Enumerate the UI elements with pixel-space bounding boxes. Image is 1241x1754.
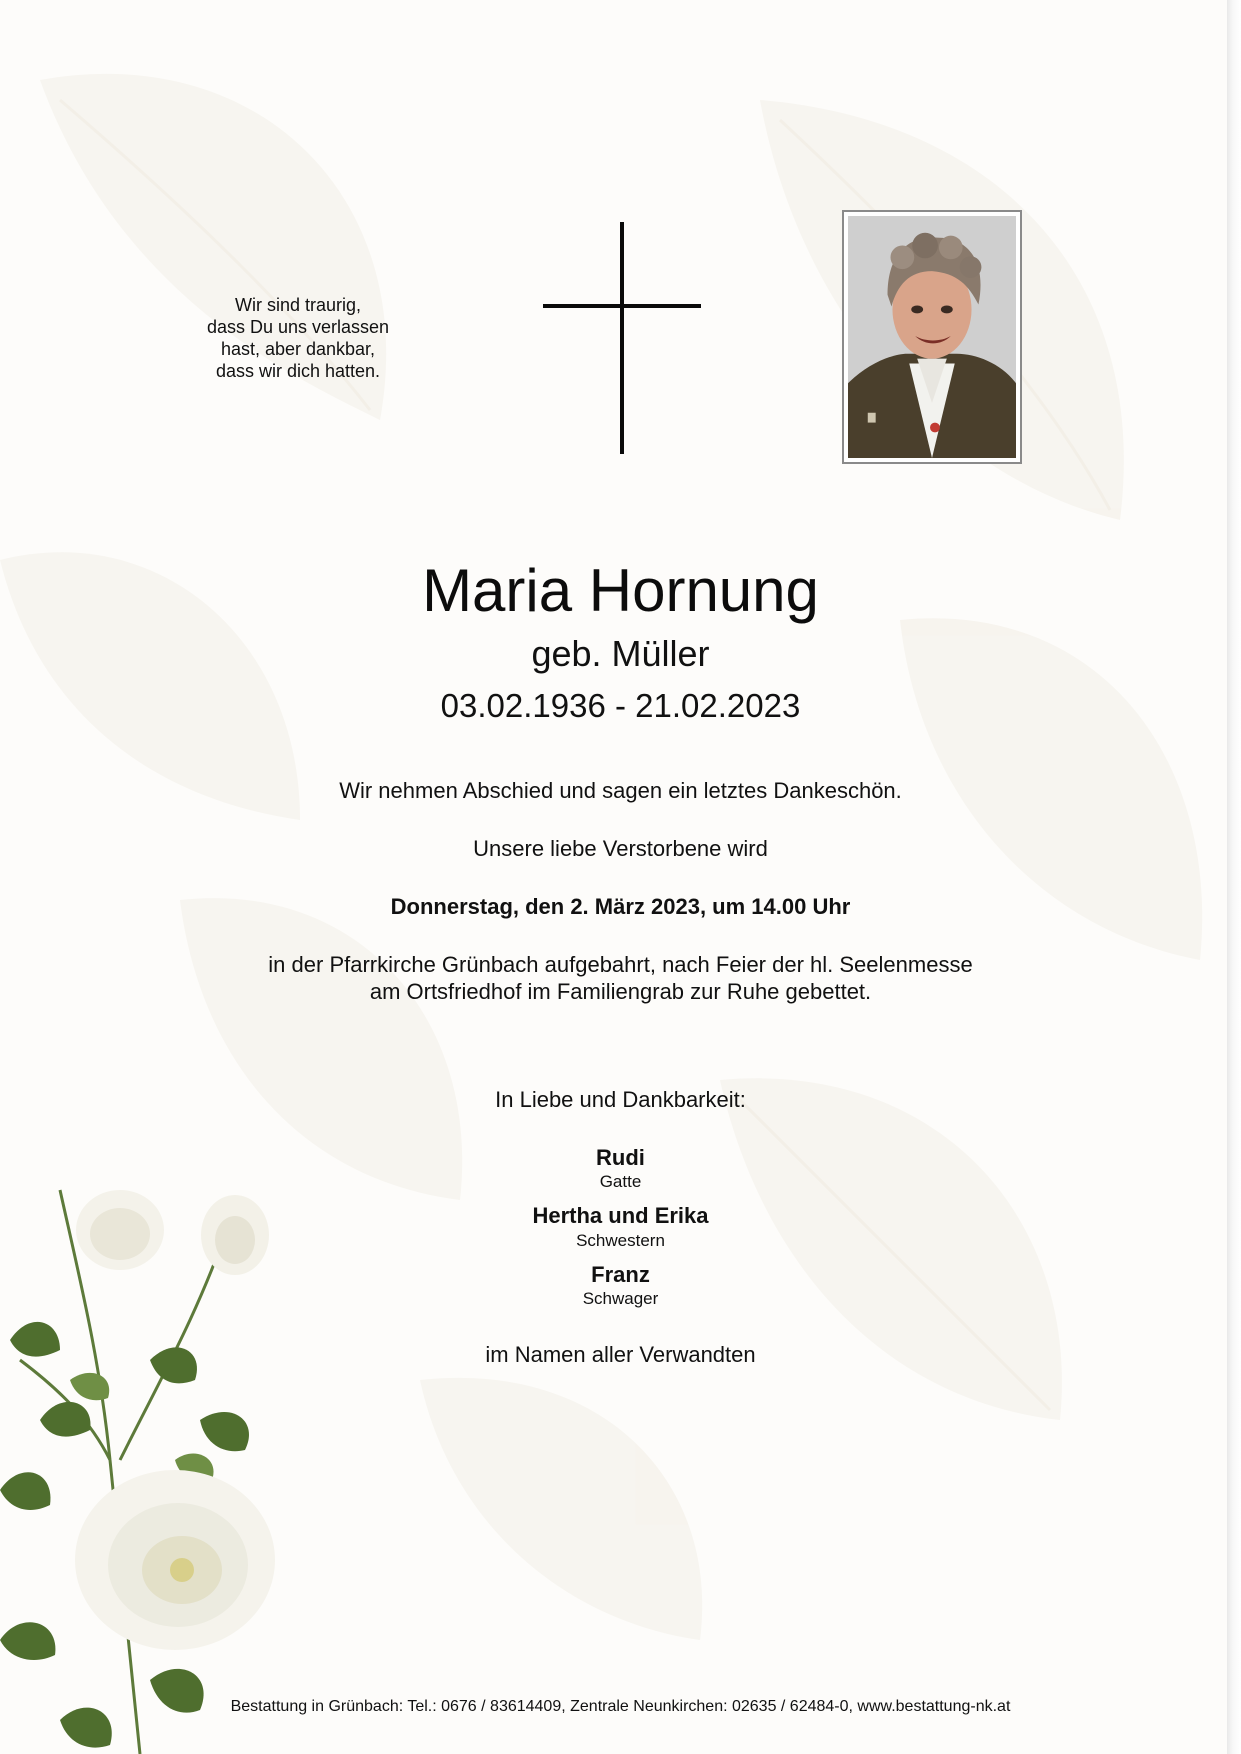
mourner-name: Rudi [596, 1145, 645, 1170]
quote-line: hast, aber dankbar, [220, 339, 376, 359]
farewell-text: Wir nehmen Abschied und sagen ein letztes Dankeschön. [339, 778, 902, 803]
cross-icon [540, 222, 705, 454]
location-line: am Ortsfriedhof im Familiengrab zur Ruhe gebettet. [369, 979, 872, 1004]
quote-line: dass wir dich hatten. [215, 361, 381, 381]
ceremony-location [0, 951, 1241, 1005]
ceremony-date-time: Donnerstag, den 2. März 2023, um 14.00 Uhr [390, 894, 851, 919]
footer-contact: Bestattung in Grünbach: Tel.: 0676 / 83614409, Zentrale Neunkirchen: 02635 / 62484-0, www.bestattung-nk.at [230, 1698, 1011, 1715]
closing-text: im Namen aller Verwandten [485, 1342, 756, 1367]
quote-line: Wir sind traurig, [234, 295, 362, 315]
love-line: In Liebe und Dankbarkeit: [495, 1087, 746, 1112]
intro-text: Unsere liebe Verstorbene wird [473, 836, 768, 861]
quote-block [178, 294, 418, 382]
white-roses-illustration [0, 1160, 340, 1754]
mourner-relation: Schwager [582, 1289, 659, 1308]
mourner-name: Franz [591, 1262, 650, 1287]
maiden-name: geb. Müller [531, 633, 710, 674]
life-dates: 03.02.1936 - 21.02.2023 [440, 687, 801, 724]
location-line: in der Pfarrkirche Grünbach aufgebahrt, nach Feier der hl. Seelenmesse [268, 952, 973, 977]
portrait-photo [842, 210, 1022, 464]
deceased-name: Maria Hornung [422, 557, 819, 624]
mourner-name: Hertha und Erika [532, 1203, 709, 1228]
page-edge-shadow [1227, 0, 1241, 1754]
mourner-relation: Gatte [599, 1172, 642, 1191]
quote-line: dass Du uns verlassen [206, 317, 390, 337]
mourner-relation: Schwestern [576, 1231, 665, 1250]
